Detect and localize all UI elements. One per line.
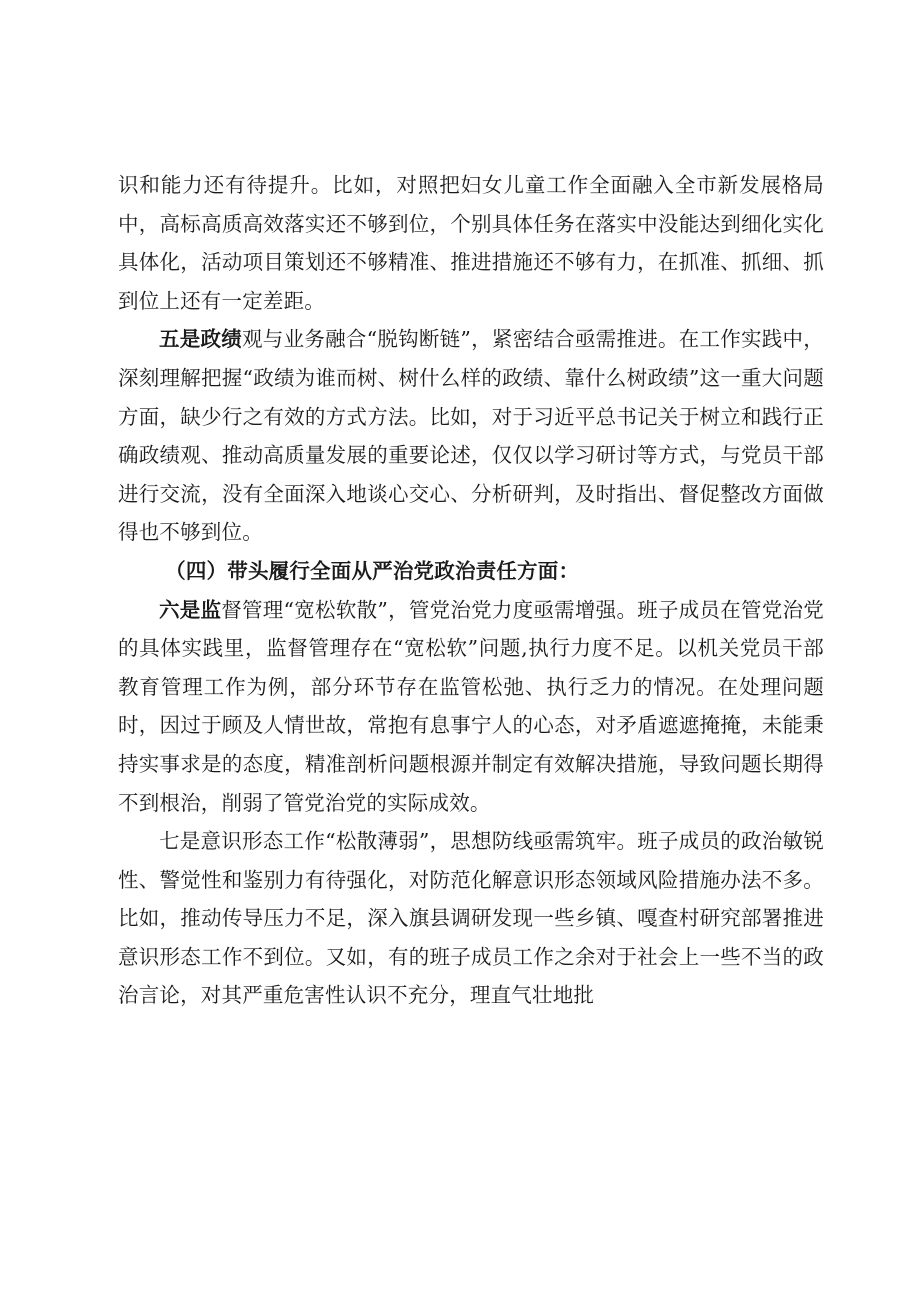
paragraph-text: 督管理“宽松软散”，管党治党力度亟需增强。班子成员在管党治党的具体实践里，监督管理存在“宽松软”问题,执行力度不足。以机关党员干部教育管理工作为例，部分环节存在监管松弛、执行乏力的情况。在处理问题时，因过于顾及人情世故，常抱有息事宁人的心态，对矛盾遮遮掩掩，未能秉持实事求是的态度，精准剖析问题根源并制定有效解决措施，导致问题长期得不到根治，削弱了管党治党的实际成效。: [118, 597, 824, 815]
paragraph-supervision: [118, 591, 824, 823]
paragraph-text: 七是意识形态工作“松散薄弱”，思想防线亟需筑牢。班子成员的政治敏锐性、警觉性和鉴别力有待强化，对防范化解意识形态领域风险措施办法不多。比如，推动传导压力不足，深入旗县调研发现一些乡镇、嘎查村研究部署推进意识形态工作不到位。又如，有的班子成员工作之余对于社会上一些不当的政治言论，对其严重危害性认识不充分，理直气壮地批: [118, 829, 824, 1008]
paragraph-continuation: [118, 166, 824, 320]
paragraph-text: 识和能力还有待提升。比如，对照把妇女儿童工作全面融入全市新发展格局中，高标高质高效落实还不够到位，个别具体任务在落实中没能达到细化实化具体化，活动项目策划还不够精准、推进措施还不够有力，在抓准、抓细、抓到位上还有一定差距。: [118, 173, 824, 313]
paragraph-lead: 五是政绩: [159, 327, 243, 352]
paragraph-lead: 六是监: [159, 597, 222, 622]
paragraph-text: 观与业务融合“脱钩断链”，紧密结合亟需推进。在工作实践中，深刻理解把握“政绩为谁而树、树什么样的政绩、靠什么树政绩”这一重大问题方面，缺少行之有效的方式方法。比如，对于习近平总书记关于树立和践行正确政绩观、推动高质量发展的重要论述，仅仅以学习研讨等方式，与党员干部进行交流，没有全面深入地谈心交心、分析研判，及时指出、督促整改方面做得也不够到位。: [118, 327, 824, 545]
section-heading: （四）带头履行全面从严治党政治责任方面：: [165, 558, 580, 583]
document-body: [118, 166, 824, 1015]
paragraph-ideology: [118, 822, 824, 1015]
paragraph-political-achievement: [118, 320, 824, 552]
